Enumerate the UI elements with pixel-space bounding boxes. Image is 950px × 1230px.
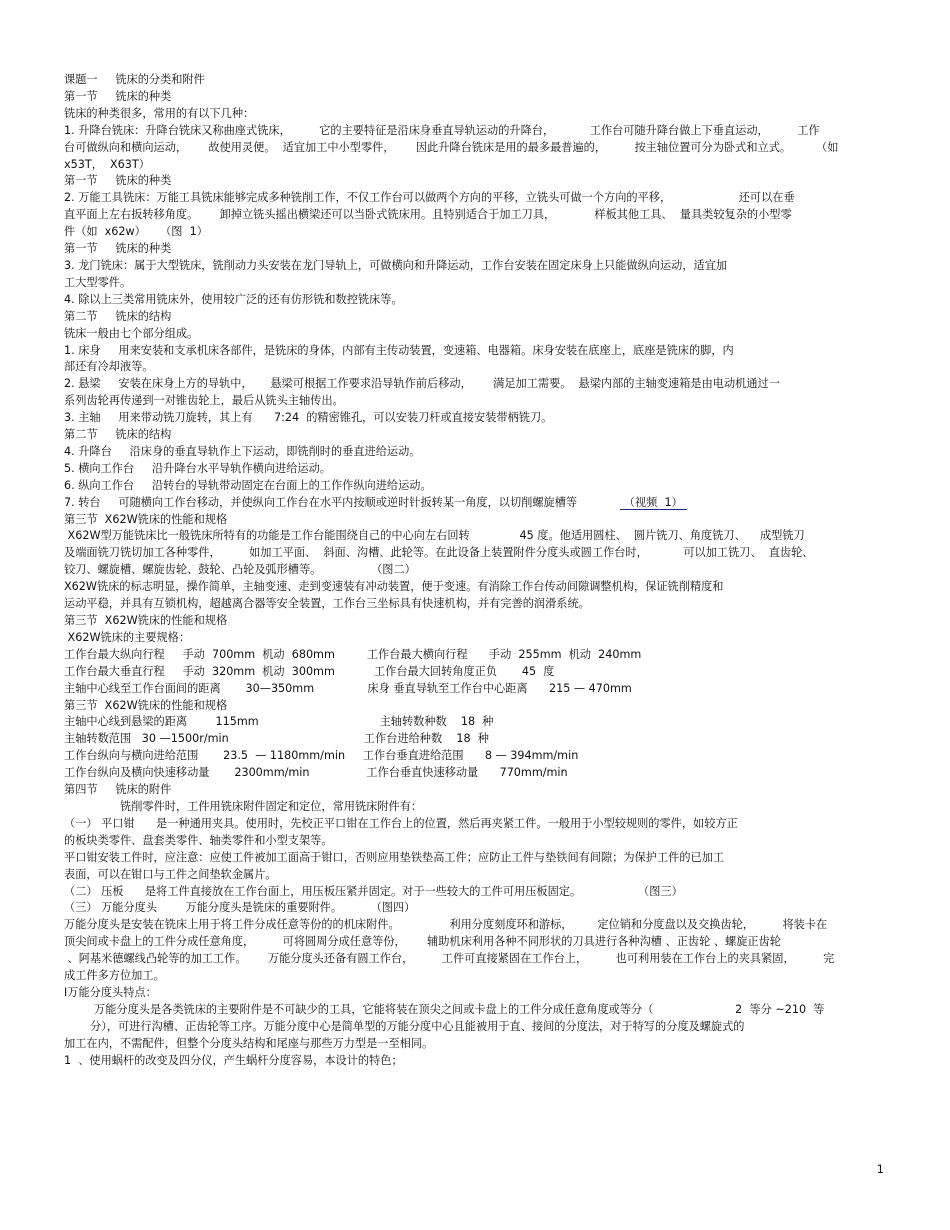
text-line: 铰刀、螺旋槽、螺旋齿轮、鼓轮、凸轮及弧形槽等。 （图二） bbox=[64, 563, 416, 577]
text-line: 7. 转台 可随横向工作台移动，并使纵向工作台在水平内按顺或逆时针扳转某一角度，以切削螺旋槽等 （视频 1） bbox=[64, 495, 886, 512]
text-line: 的板块类零件、盘套类零件、轴类零件和小型支架等。 bbox=[64, 833, 333, 847]
text-line: 2. 悬梁 安装在床身上方的导轨中， 悬梁可根据工作要求沿导轨作前后移动， 满足加工需要。 悬梁内部的主轴变速箱是由电动机通过一 bbox=[64, 377, 780, 391]
section-heading: 第三节 X62W铣床的性能和规格 bbox=[64, 614, 228, 627]
text-line: 、阿基米德螺线凸轮等的加工工作。 万能分度头还备有圆工作台， 工件可直接紧固在工作台上， 也可利用装在工作台上的夹具紧固， 完 bbox=[64, 952, 835, 966]
section-heading: 第一节 铣床的种类 bbox=[64, 89, 172, 103]
page-number: 1 bbox=[876, 1162, 884, 1176]
section-heading: 第二节 铣床的结构 bbox=[64, 428, 172, 442]
text-line: 直平面上左右扳转移角度。 卸掉立铣头摇出横梁还可以当卧式铣床用。且特别适合于加工刀具， 样板其他工具、 量具类较复杂的小型零 bbox=[64, 208, 792, 222]
text-line: 平口钳安装工件时，应注意：应使工件被加工面高于钳口，否则应用垫铁垫高工件；应防止工件与垫铁间有间隙；为保护工件的已加工 bbox=[64, 850, 725, 864]
spec-line: 工作台纵向及横向快速移动量 2300mm/min 工作台垂直快速移动量 770mm/min bbox=[64, 766, 568, 780]
section-heading: 第四节 铣床的附件 bbox=[64, 783, 172, 797]
text-line: 分），可进行沟槽、正齿轮等工序。万能分度中心是简单型的万能分度中心且能被用于直、接间的分度法，对于特写的分度及螺旋式的 bbox=[90, 1019, 745, 1033]
text-line: 1. 床身 用来安装和支承机床各部件，是铣床的身体，内部有主传动装置，变速箱、电器箱。床身安装在底座上，底座是铣床的脚，内 bbox=[64, 343, 734, 357]
text-line: x53T， X63T） bbox=[64, 157, 150, 171]
text-line: 5. 横向工作台 沿升降台水平导轨作横向进给运动。 bbox=[64, 461, 331, 475]
text-line: 1. 升降台铣床：升降台铣床又称曲座式铣床， 它的主要特征是沿床身垂直导轨运动的升降台， 工作台可随升降台做上下垂直运动， 工作 bbox=[64, 123, 820, 137]
text-line: 系列齿轮再传递到一对锥齿轮上，最后从铣头主轴传出。 bbox=[64, 394, 344, 408]
text-line: 1 、使用蜗杆的改变及四分仪，产生蜗杆分度容易，本设计的特色； bbox=[64, 1053, 403, 1067]
spec-line: 工作台最大垂直行程 手动 320mm 机动 300mm 工作台最大回转角度正负 45 度 bbox=[64, 664, 555, 678]
text-line: （三） 万能分度头 万能分度头是铣床的重要附件。 （图四） bbox=[64, 901, 416, 915]
text-line: 铣削零件时，工件用铣床附件固定和定位，常用铣床附件有： bbox=[120, 799, 423, 813]
video-1-link[interactable]: （视频 1） bbox=[620, 496, 687, 510]
spec-line: 主轴中心线到悬梁的距离 115mm 主轴转数种数 18 种 bbox=[64, 715, 494, 729]
text-line: X62W铣床的主要规格： bbox=[64, 630, 191, 644]
text-line: 运动平稳，并具有互锁机构，超越离合器等安全装置，工作台三坐标具有快速机构，并有完善的润滑系统。 bbox=[64, 597, 590, 611]
section-heading: 第一节 铣床的种类 bbox=[64, 174, 172, 188]
document-page bbox=[64, 72, 886, 1069]
text-line: 3. 龙门铣床：属于大型铣床，铣削动力头安装在龙门导轨上，可做横向和升降运动，工作台安装在固定床身上只能做纵向运动，适宜加 bbox=[64, 258, 728, 272]
text-line: 成工件多方位加工。 bbox=[64, 969, 165, 983]
text-line: （二） 压板 是将工件直接放在工作台面上，用压板压紧并固定。对于一些较大的工件可用压板固定。 （图三） bbox=[64, 884, 683, 898]
text-line: 铣床一般由七个部分组成。 bbox=[64, 326, 199, 340]
spec-line: 主轴转数范围 30 —1500r/min 工作台进给种数 18 种 bbox=[64, 732, 489, 746]
text-line: 顶尖间或卡盘上的工件分成任意角度， 可将圆周分成任意等份， 辅助机床利用各种不同形状的刀具进行各种沟槽 、正齿轮 、螺旋正齿轮 bbox=[64, 935, 781, 949]
text-line: 6. 纵向工作台 沿转台的导轨带动固定在台面上的工作作纵向进给运动。 bbox=[64, 478, 432, 492]
text-line: 铣床的种类很多，常用的有以下几种： bbox=[64, 106, 255, 120]
text-line: 表面，可以在钳口与工件之间垫软金属片。 bbox=[64, 867, 277, 881]
spec-line: 主轴中心线至工作台面间的距离 30—350mm 床身 垂直导轨至工作台中心距离 215 — 470mm bbox=[64, 681, 632, 695]
text-line: 台可做纵向和横向运动， 故使用灵便。 适宜加工中小型零件， 因此升降台铣床是用的最多最普遍的， 按主轴位置可分为卧式和立式。 （如 bbox=[64, 140, 839, 154]
text-line: 工大型零件。 bbox=[64, 275, 132, 289]
text-line: 万能分度头是安装在铣床上用于将工件分成任意等份的的机床附件。 利用分度刻度环和游标， 定位销和分度盘以及交换齿轮， 将装卡在 bbox=[64, 918, 828, 932]
text-line: 2. 万能工具铣床：万能工具铣床能够完成多种铣削工作，不仅工作台可以做两个方向的平移，立铣头可做一个方向的平移， 还可以在垂 bbox=[64, 191, 795, 205]
text-line: （一） 平口钳 是一种通用夹具。使用时，先校正平口钳在工作台上的位置，然后再夹紧工件。一般用于小型较规则的零件，如较方正 bbox=[64, 816, 738, 830]
lesson-title: 课题一 铣床的分类和附件 bbox=[64, 73, 205, 86]
text-line: X62W型万能铣床比一般铣床所特有的功能是工作台能围绕自己的中心向左右回转 45 度。他适用圆柱、 圆片铣刀、角度铣刀、 成型铣刀 bbox=[64, 529, 805, 543]
section-heading: 第三节 X62W铣床的性能和规格 bbox=[64, 512, 228, 526]
text-line: 部还有冷却液等。 bbox=[64, 360, 154, 374]
text-line: X62W铣床的标志明显，操作简单，主轴变速、走到变速装有冲动装置，便于变速。有消除工作台传动间隙调整机构，保证铣削精度和 bbox=[64, 580, 724, 594]
section-heading: 第二节 铣床的结构 bbox=[64, 309, 172, 323]
text-line: 加工在内，不需配件，但整个分度头结构和尾座与那些万力型是一至相同。 bbox=[64, 1036, 434, 1050]
section-heading: 第一节 铣床的种类 bbox=[64, 242, 172, 256]
section-heading: 第三节 X62W铣床的性能和规格 bbox=[64, 698, 228, 712]
text-line: 3. 主轴 用来带动铣刀旋转，其上有 7:24 的精密锥孔，可以安装刀杆或直接安装带柄铣刀。 bbox=[64, 411, 553, 425]
text-line: 及端面铣刀铣切加工各种零件， 如加工平面、 斜面、沟槽、此轮等。在此设备上装置附件分度头或圆工作台时， 可以加工铣刀、 直齿轮、 bbox=[64, 546, 814, 560]
text-line: 件（如 x62w） （图 1） bbox=[64, 225, 208, 239]
text-line: Ⅰ万能分度头特点： bbox=[64, 985, 157, 999]
subsection-heading: 万能分度头是各类铣床的主要附件是不可缺少的工具，它能将装在顶尖之间或卡盘上的工件分成任意角度或等分（ 2 等分 ~210 等 bbox=[94, 1002, 825, 1016]
text-line: 4. 除以上三类常用铣床外，使用较广泛的还有仿形铣和数控铣床等。 bbox=[64, 292, 403, 306]
text-line: 4. 升降台 沿床身的垂直导轨作上下运动，即铣削时的垂直进给运动。 bbox=[64, 444, 421, 458]
spec-line: 工作台最大纵向行程 手动 700mm 机动 680mm 工作台最大横向行程 手动 255mm 机动 240mm bbox=[64, 647, 642, 661]
spec-line: 工作台纵向与横向进给范围 23.5 — 1180mm/min 工作台垂直进给范围 8 — 394mm/min bbox=[64, 749, 579, 763]
